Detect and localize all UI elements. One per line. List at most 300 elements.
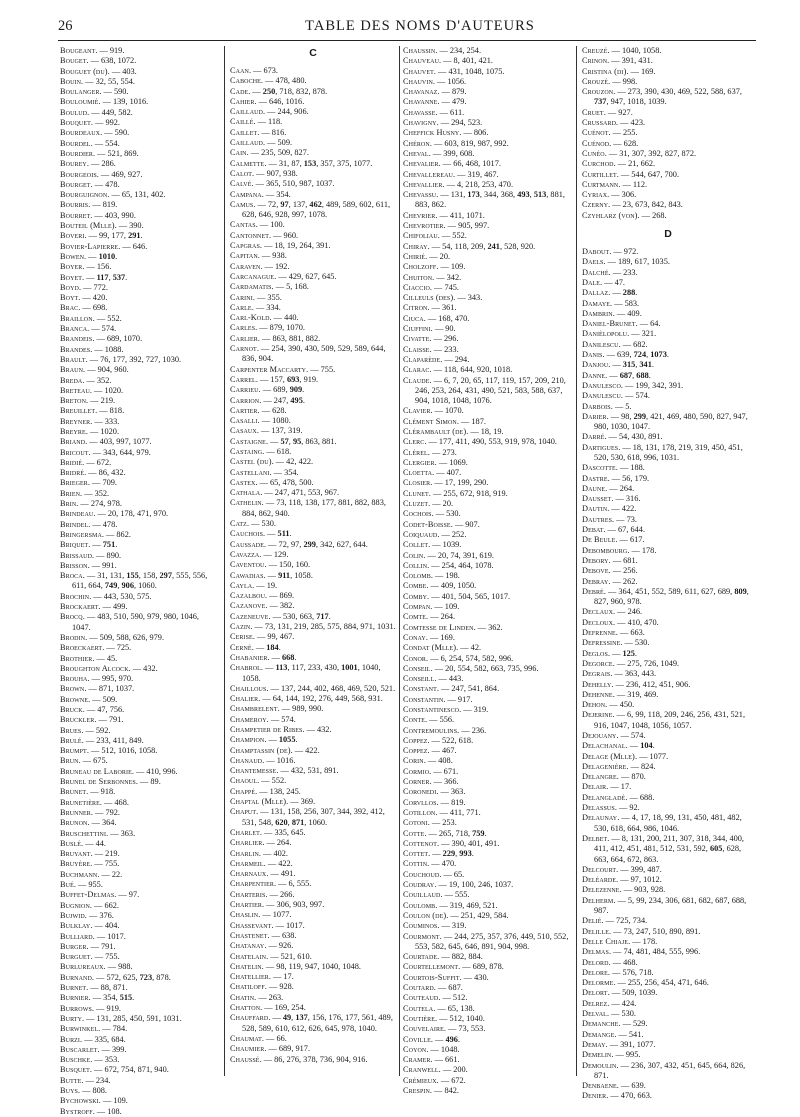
index-entry: Dautres. — 73. — [582, 514, 637, 524]
page-reference: 988 — [118, 962, 131, 972]
index-entry: Delbet. — 8, 131, 200, 211, 307, 318, 344, 400, 411, 412, 451, 481, 512, 531, 592, 605, 628, 663, 664, 672, 863. — [582, 833, 744, 864]
index-entry: Chavanne. — 479. — [403, 97, 467, 107]
page-reference: 318 — [696, 833, 709, 843]
page-reference: 361 — [442, 303, 455, 313]
index-entry: Carles. — 879, 1070. — [230, 323, 305, 333]
author-name: Codet-Boisse — [403, 519, 451, 529]
page-reference: 99 — [665, 813, 674, 823]
page-reference: 684 — [111, 1034, 124, 1044]
index-entry: Bridié. — 672. — [60, 457, 112, 467]
index-entry: Courtade. — 882, 884. — [403, 952, 483, 962]
page-reference: 816 — [271, 127, 285, 137]
author-name: Champion — [230, 735, 265, 745]
author-name: Comte — [403, 612, 427, 622]
index-entry: Combe. — 409, 1050. — [403, 581, 477, 591]
page-reference: 74 — [450, 550, 459, 560]
page-reference: 997 — [291, 210, 305, 220]
author-name: Delair — [582, 782, 607, 792]
author-name: Buffet-Delmas — [60, 890, 115, 900]
page-reference: 575 — [327, 622, 340, 632]
page-reference: 276 — [286, 1054, 300, 1064]
author-name: Charlier — [230, 838, 263, 848]
author-name: Compan — [403, 602, 431, 612]
page-reference: 341 — [639, 360, 652, 370]
index-entry: Courtellemont. — 689, 878. — [403, 962, 504, 972]
page-reference: 451 — [626, 844, 640, 854]
page-reference: 471 — [136, 509, 150, 519]
page-reference: 412 — [370, 807, 383, 817]
index-entry: Deléarde. — 97, 1012. — [582, 875, 662, 885]
page-reference: 420 — [92, 293, 106, 303]
index-entry: Charlier. — 264. — [230, 838, 292, 848]
author-name: Delangre — [582, 772, 617, 782]
index-entry: Chevallereau. — 319, 467. — [403, 169, 499, 179]
page-reference: 432 — [316, 725, 330, 734]
index-entry: Clément Simon. — 187. — [403, 416, 486, 426]
index-entry: Constant. — 247, 541, 864. — [403, 684, 500, 694]
index-entry: Debory. — 681. — [582, 555, 638, 565]
page-reference: 863 — [643, 854, 657, 864]
index-entry: Chaumier. — 689, 917. — [230, 1044, 311, 1054]
page-reference: 644 — [353, 539, 366, 549]
index-entry: Busquet. — 672, 754, 871, 940. — [60, 1065, 169, 1075]
index-entry: Bougeant. — 919. — [60, 46, 125, 55]
page-reference: 1040 — [321, 961, 339, 971]
page-reference: 131 — [277, 622, 290, 632]
author-name: Citron — [403, 303, 428, 313]
page-reference: 98 — [276, 961, 285, 971]
page-reference: 54 — [619, 432, 628, 442]
page-reference: 192 — [275, 261, 288, 271]
page-reference: 412 — [642, 679, 656, 689]
index-entry: Carcanague. — 429, 627, 645. — [230, 271, 337, 281]
page-reference: 315 — [622, 360, 636, 370]
index-entry: Chatiloff. — 928. — [230, 982, 294, 992]
author-name: Corin — [403, 756, 424, 766]
page-reference: 252 — [451, 529, 465, 539]
page-reference: 265 — [438, 828, 452, 838]
author-name: Burguet — [60, 952, 91, 962]
index-entry: Delore. — 576, 718. — [582, 967, 654, 977]
page-reference: 45 — [106, 653, 116, 663]
index-entry: Brunet. — 918. — [60, 787, 116, 797]
index-entry: Dehon. — 450. — [582, 700, 635, 710]
index-entry: Courmont. — 244, 275, 357, 376, 449, 510, 552, 553, 582, 645, 646, 891, 904, 998. — [403, 931, 569, 951]
index-entry: Cottet. — 229, 993. — [403, 849, 474, 859]
page-reference: 884 — [468, 952, 481, 962]
author-name: Delezenne — [582, 885, 620, 895]
page-reference: 429 — [288, 271, 302, 281]
author-name: Chartier — [230, 900, 262, 910]
author-name: Charmeil — [230, 858, 264, 868]
page-reference: 998 — [514, 941, 528, 951]
index-entry: Bowen. — 1010. — [60, 251, 118, 261]
author-name: Cotillon — [403, 807, 436, 817]
page-reference: 256 — [623, 566, 636, 576]
page-reference: 19 — [266, 580, 275, 590]
page-reference: 470 — [441, 859, 455, 869]
index-entry: Debré. — 364, 451, 552, 589, 611, 627, 689, 809, 827, 960, 978. — [582, 586, 749, 607]
author-name: Cochois — [403, 509, 432, 519]
page-reference: 906 — [294, 107, 307, 117]
index-entry: Casaux. — 137, 319. — [230, 426, 303, 436]
page-reference: 749 — [104, 581, 118, 591]
page-reference: 842 — [651, 200, 665, 210]
index-entry: Cyriax. — 306. — [582, 190, 637, 200]
index-entry: Coville. — 496. — [403, 1034, 460, 1044]
page-reference: 100 — [461, 880, 474, 890]
author-name: Champtassin (de) — [230, 745, 291, 755]
index-entry: Conseil. — 20, 554, 582, 663, 735, 996. — [403, 663, 539, 673]
page-reference: 987 — [299, 179, 312, 189]
page-reference: 998 — [622, 76, 636, 86]
index-entry: Caillaud. — 509. — [230, 138, 293, 148]
page-reference: 718 — [455, 828, 468, 838]
author-name: Couchoud — [403, 869, 440, 879]
author-name: Delangladé — [582, 792, 626, 802]
page-reference: 883 — [371, 498, 384, 508]
page-reference: 54 — [442, 241, 451, 251]
page-reference: 617 — [634, 257, 648, 267]
page-reference: 234 — [648, 895, 662, 905]
author-name: Boyd — [60, 282, 79, 292]
page-reference: 996 — [685, 947, 699, 957]
page-reference: 219 — [105, 849, 118, 859]
page-reference: 884 — [242, 508, 255, 518]
page-reference: 74 — [623, 947, 632, 957]
page-reference: 233 — [623, 267, 636, 277]
page-reference: 735 — [507, 663, 520, 673]
page-reference: 5 — [625, 401, 630, 411]
author-name: Braun — [60, 365, 84, 375]
page-reference: 997 — [116, 437, 129, 447]
author-name: Combe — [403, 581, 427, 591]
index-entry: Burty. — 131, 285, 450, 591, 1031. — [60, 1013, 182, 1023]
author-name: Civatte — [403, 334, 430, 344]
index-entry: Daels. — 189, 617, 1035. — [582, 257, 670, 267]
index-entry: Chatin. — 263. — [230, 992, 284, 1002]
page-reference: 299 — [633, 411, 647, 421]
page-reference: 192 — [301, 694, 315, 704]
page-reference: 980 — [594, 422, 607, 432]
author-name: Bourguignon — [60, 190, 108, 200]
author-name: Dausset — [582, 494, 612, 504]
author-name: Cyriax — [582, 190, 608, 200]
page-reference: 399 — [443, 148, 456, 158]
page-reference: 286 — [101, 159, 114, 169]
author-name: Claude — [403, 375, 430, 385]
index-entry: Brocq. — 483, 510, 590, 979, 980, 1046, 1047. — [60, 612, 199, 632]
page-reference: 129 — [273, 549, 287, 559]
page-reference: 176 — [328, 1013, 341, 1023]
index-entry: Burger. — 791. — [60, 941, 116, 951]
page-reference: 92 — [629, 803, 638, 813]
page-reference: 23 — [622, 200, 631, 210]
author-name: Danièlopolu — [582, 329, 628, 339]
author-name: Cavazza — [230, 549, 260, 559]
index-entry: Carl-Kold. — 440. — [230, 313, 299, 323]
author-name: Delore — [582, 967, 608, 977]
page-reference: 482 — [727, 813, 740, 823]
author-name: Bruyère — [60, 859, 91, 869]
page-reference: 254 — [466, 46, 479, 55]
page-reference: 118 — [454, 241, 467, 251]
page-reference: 920 — [520, 241, 534, 251]
page-reference: 530 — [282, 611, 296, 621]
page-reference: 307 — [647, 1060, 661, 1070]
page-reference: 689 — [472, 962, 486, 972]
author-name: Cotte — [403, 828, 425, 838]
page-reference: 187 — [471, 416, 484, 426]
page-reference: 1049 — [660, 658, 678, 668]
page-reference: 1056 — [447, 76, 465, 86]
author-name: Courtade — [403, 952, 438, 962]
page-reference: 499 — [112, 602, 126, 612]
author-name: Chiray — [403, 241, 428, 251]
page-reference: 905 — [458, 221, 471, 231]
page-reference: 255 — [443, 488, 456, 498]
page-reference: 246 — [477, 880, 491, 890]
author-name: Bourris — [60, 200, 89, 210]
page-reference: 378 — [303, 1054, 316, 1064]
author-name: Burnand — [60, 972, 92, 982]
index-entry: Cholzoff. — 109. — [403, 262, 466, 272]
index-entry: Dallaz. — 288. — [582, 288, 638, 298]
index-entry: Brues. — 592. — [60, 725, 111, 735]
page-reference: 878 — [312, 86, 326, 96]
index-entry: Briquet. — 751. — [60, 540, 118, 550]
author-name: Camus — [230, 199, 254, 209]
index-entry: Claude. — 6, 7, 20, 65, 117, 119, 157, 209, 210, 246, 253, 264, 431, 490, 521, 583, 588, 637, 904, 1018, 1048, 1076. — [403, 375, 566, 406]
page-reference: 355 — [267, 292, 280, 302]
author-name: Brulé — [60, 735, 82, 745]
index-entry: Demanche. — 529. — [582, 1019, 648, 1029]
index-entry: Bourey. — 286. — [60, 159, 116, 169]
page-reference: 32 — [95, 76, 104, 86]
page-reference: 376 — [504, 931, 517, 941]
page-reference: 960 — [610, 597, 624, 607]
page-reference: 104 — [640, 741, 653, 751]
page-reference: 552 — [271, 776, 285, 786]
author-name: Burnet — [60, 983, 87, 993]
index-entry: Crouzon. — 273, 390, 430, 469, 522, 588, 637, 737, 947, 1018, 1039. — [582, 87, 742, 107]
page-reference: 727 — [145, 354, 159, 364]
page-reference: 20 — [442, 499, 451, 509]
author-name: Dale — [582, 277, 601, 287]
author-name: Cheffick Husny — [403, 128, 460, 138]
index-entry: Chevrier. — 411, 1071. — [403, 210, 485, 220]
index-entry: Danis. — 639, 724, 1073. — [582, 350, 669, 360]
index-entry: Broughton Alcock. — 432. — [60, 663, 158, 673]
author-name: Cauchois — [230, 529, 264, 539]
index-entry: Clérambault (de). — 18, 19. — [403, 426, 504, 436]
index-entry: Carle. — 334. — [230, 302, 281, 312]
index-entry: Bridré. — 86, 432. — [60, 468, 126, 478]
page-reference: 864 — [484, 684, 498, 694]
author-name: Cotoni — [403, 818, 428, 828]
index-entry: Chameroy. — 574. — [230, 714, 296, 724]
author-name: Caussade — [230, 539, 265, 549]
page-reference: 200 — [453, 1065, 466, 1075]
page-reference: 5 — [627, 895, 633, 905]
author-name: Coulon (de) — [403, 910, 447, 920]
author-name: Bué — [60, 880, 74, 890]
page-reference: 582 — [431, 941, 445, 951]
author-name: Castaing — [230, 446, 263, 456]
page-reference: 530 — [594, 823, 607, 833]
page-reference: 792 — [105, 807, 118, 817]
index-entry: Bulklay. — 404. — [60, 921, 120, 931]
author-name: Delcourt — [582, 864, 617, 874]
author-name: Damaye — [582, 298, 611, 308]
page-reference: 1039 — [638, 988, 656, 998]
author-name: Brodin — [60, 632, 86, 642]
author-name: Curtillet — [582, 169, 617, 179]
index-entry: Caillé. — 118. — [230, 117, 283, 127]
page-reference: 470 — [454, 313, 468, 323]
page-reference: 818 — [109, 406, 123, 416]
page-reference: 316 — [625, 494, 639, 504]
author-name: Cruet — [582, 107, 604, 117]
index-entry: Clérel. — 273. — [403, 447, 457, 457]
author-name: Chavanaz — [403, 87, 438, 97]
author-name: Caillaud — [230, 107, 263, 117]
page-reference: 470 — [644, 617, 657, 627]
page-reference: 521 — [380, 683, 394, 693]
index-entry: Delachanal. — 104. — [582, 741, 655, 751]
author-name: Bouin — [60, 76, 82, 86]
author-name: Ciuffini — [403, 324, 431, 334]
page-reference: 904 — [97, 365, 111, 375]
page-reference: 18 — [480, 426, 490, 436]
page-reference: 891 — [324, 766, 337, 776]
author-name: Couillaud — [403, 890, 441, 900]
author-name: Chevassu — [403, 190, 437, 200]
page-reference: 1058 — [242, 673, 259, 683]
index-entry: Claparède. — 294. — [403, 354, 470, 364]
page-reference: 247 — [451, 684, 464, 694]
index-entry: Chambrelent. — 989, 990. — [230, 704, 324, 714]
page-reference: 363 — [450, 787, 464, 797]
page-reference: 138 — [304, 498, 318, 508]
page-reference: 219 — [678, 442, 691, 452]
page-reference: 319 — [287, 426, 301, 436]
author-name: Condat (Mlle) — [403, 643, 457, 653]
page-reference: 273 — [442, 447, 455, 457]
page-reference: 451 — [728, 442, 741, 452]
author-name: Cartier — [230, 405, 258, 415]
page-reference: 1016 — [129, 97, 147, 107]
index-entry: Caventou. — 150, 160. — [230, 560, 311, 570]
author-name: Coppez — [403, 746, 428, 756]
page-reference: 72 — [278, 539, 287, 549]
page-reference: 628 — [242, 210, 255, 220]
page-reference: 772 — [93, 282, 106, 292]
page-reference: 644 — [371, 344, 384, 354]
index-entry: Capitan. — 938. — [230, 251, 287, 261]
author-name: Creuzé — [582, 46, 608, 55]
author-name: Castex — [230, 477, 256, 487]
page-reference: 663 — [637, 1091, 650, 1101]
page-reference: 637 — [547, 385, 561, 395]
page-reference: 177 — [112, 354, 126, 364]
page-reference: 611 — [72, 581, 85, 591]
author-name: Contremoulins — [403, 725, 458, 735]
page-reference: 411 — [112, 735, 125, 745]
index-entry: Bué. — 955. — [60, 880, 103, 890]
page-reference: 357 — [487, 931, 500, 941]
page-reference: 726 — [643, 658, 657, 668]
index-entry: Brochin. — 443, 530, 575. — [60, 591, 152, 601]
page-reference: 590 — [700, 411, 713, 421]
author-name: Cayla — [230, 580, 253, 590]
page-reference: 589 — [258, 1023, 272, 1033]
index-entry: Declaux. — 246. — [582, 607, 643, 617]
page-reference: 906 — [675, 679, 689, 689]
index-entry: Brunel de Serbonnes. — 89. — [60, 777, 161, 787]
author-name: Bruneau de Laborie — [60, 766, 132, 776]
page-reference: 131 — [630, 833, 643, 843]
page-reference: 791 — [101, 941, 114, 951]
page-reference: 450 — [711, 442, 725, 452]
page-reference: 306 — [621, 190, 635, 200]
index-column-4 — [582, 46, 754, 1101]
page-reference: 926 — [278, 941, 292, 951]
page-reference: 881 — [550, 190, 563, 200]
author-name: Bulklay — [60, 921, 91, 931]
page-reference: 156 — [311, 1013, 325, 1023]
page-reference: 863 — [272, 333, 285, 343]
page-reference: 430 — [304, 344, 318, 354]
author-name: Debombourg — [582, 545, 628, 555]
author-name: Dartigues — [582, 442, 619, 452]
index-entry: Bouloumié. — 139, 1016. — [60, 97, 149, 107]
page-reference: 86 — [274, 1054, 283, 1064]
page-reference: 842 — [444, 1085, 457, 1095]
author-name: Bruschettini — [60, 828, 107, 838]
index-entry: Cristina (di). — 169. — [582, 66, 656, 76]
author-name: Darbois — [582, 401, 611, 411]
index-entry: Coppez. — 522, 618. — [403, 735, 474, 745]
page-reference: 86 — [98, 468, 107, 478]
page-reference: 342 — [446, 272, 460, 282]
page-reference: 233 — [444, 344, 457, 354]
page-reference: 1018 — [431, 396, 449, 406]
page-reference: 275 — [470, 931, 484, 941]
page-reference: 882 — [354, 498, 368, 508]
author-name: Boyer — [60, 262, 83, 272]
page-reference: 137 — [295, 1013, 308, 1023]
page-reference: 244 — [277, 107, 290, 117]
page-reference: 251 — [460, 910, 474, 920]
index-entry: Bujwid. — 376. — [60, 910, 114, 920]
index-entry: Debat. — 67, 644. — [582, 525, 646, 535]
author-name: Constantin — [403, 694, 444, 704]
page-reference: 584 — [493, 910, 507, 920]
page-reference: 553 — [488, 437, 501, 447]
author-name: Casaux — [230, 426, 257, 436]
page-reference: 95 — [292, 436, 302, 446]
page-reference: 627 — [336, 539, 350, 549]
page-reference: 76 — [100, 354, 109, 364]
author-name: Constantinesco — [403, 705, 460, 714]
page-reference: 430 — [631, 432, 644, 442]
page-reference: 500 — [299, 477, 312, 487]
column-divider — [576, 46, 577, 1076]
page-reference: 450 — [694, 813, 707, 823]
page-reference: 100 — [270, 220, 283, 230]
page-reference: 582 — [118, 107, 131, 117]
